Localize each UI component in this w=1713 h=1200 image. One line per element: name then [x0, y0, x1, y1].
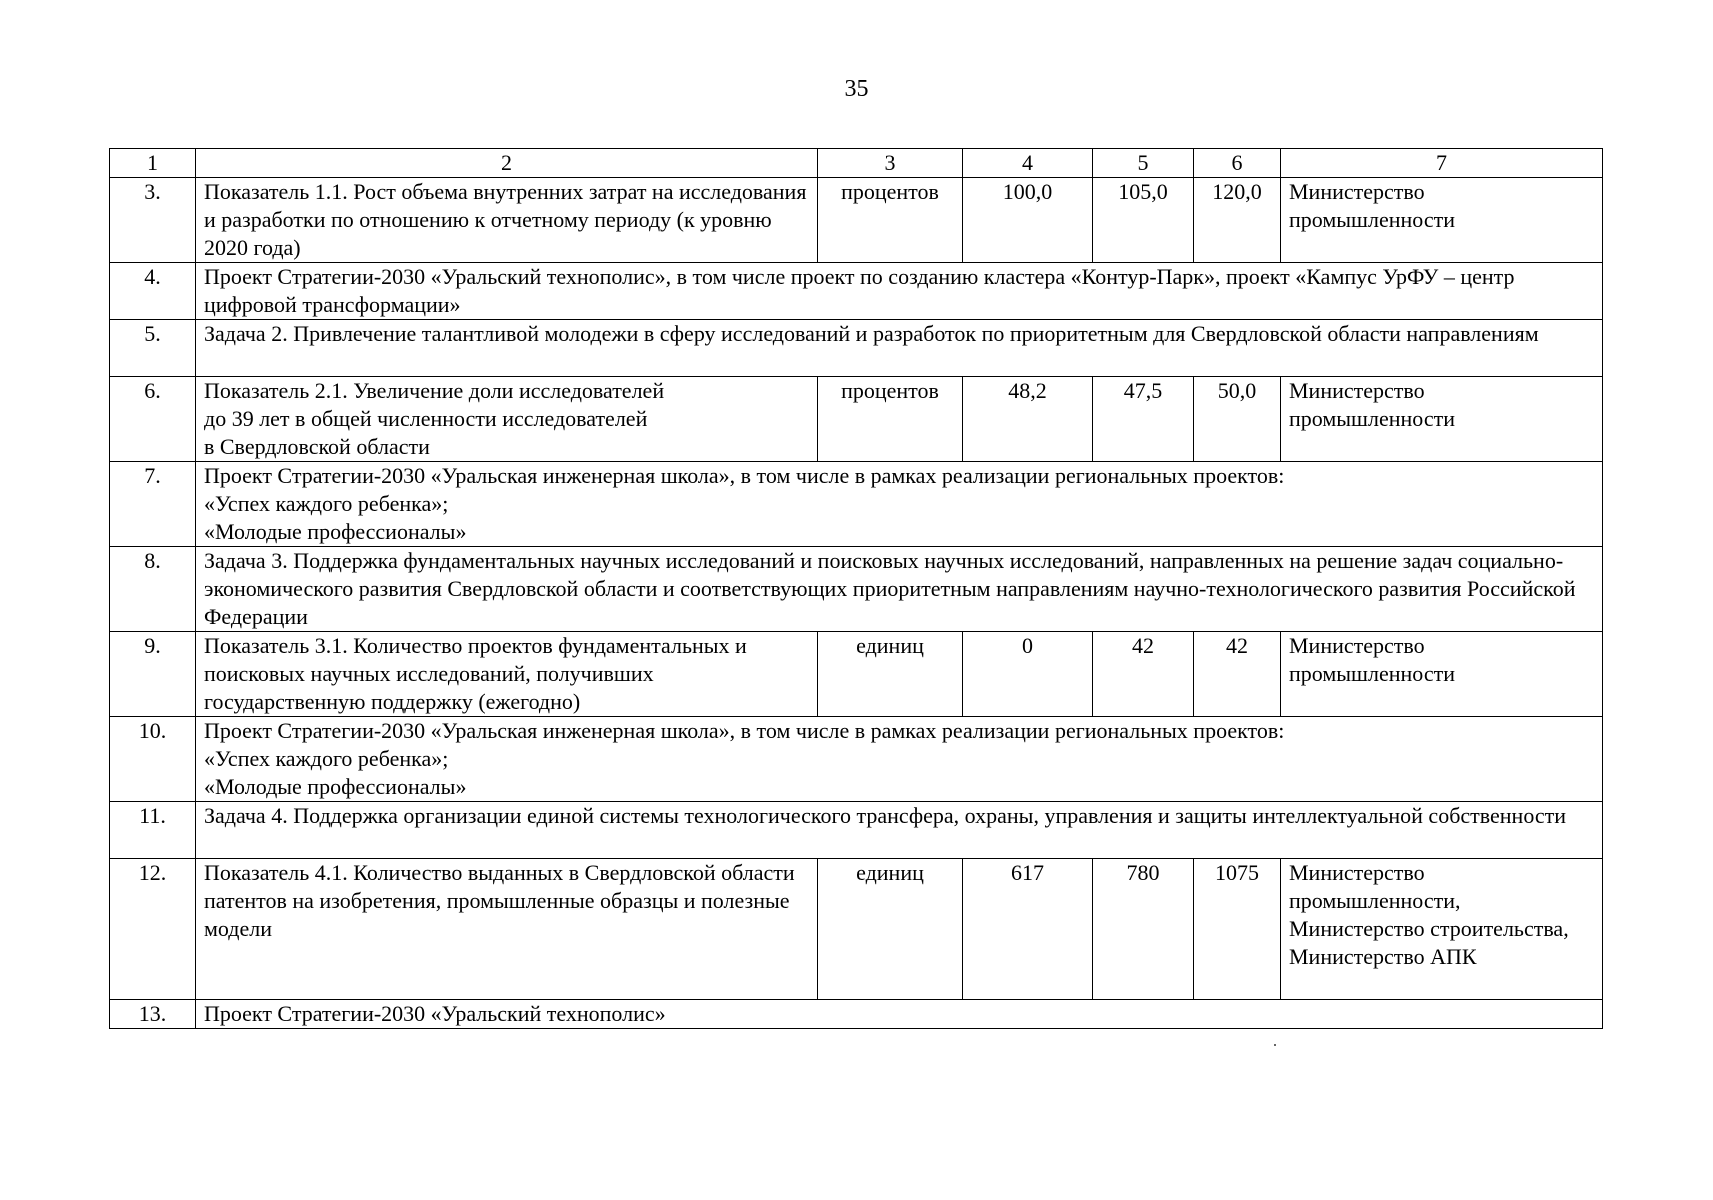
value-col6: 42 [1194, 632, 1281, 717]
row-number: 7. [110, 462, 196, 547]
responsible-cell [1281, 859, 1603, 1000]
column-header: 3 [818, 149, 963, 178]
text-line: Министерство промышленности, [1289, 860, 1461, 913]
value-col4: 48,2 [963, 377, 1093, 462]
table-row [110, 320, 1603, 377]
responsible-cell: Министерство промышленности [1281, 377, 1603, 462]
text-line: «Успех каждого ребенка»; [204, 491, 449, 516]
task-text: Задача 2. Привлечение талантливой молодежи в сферу исследований и разработок по приоритетным для Свердловской области направлениям [196, 320, 1603, 377]
page-number: 35 [844, 76, 869, 102]
table-row [110, 717, 1603, 802]
text-line: Министерство строительства, [1289, 916, 1569, 941]
column-header: 4 [963, 149, 1093, 178]
table-row [110, 178, 1603, 263]
table-row [110, 462, 1603, 547]
value-col5: 42 [1093, 632, 1194, 717]
row-number: 6. [110, 377, 196, 462]
text-line: Проект Стратегии-2030 «Уральская инженерная школа», в том числе в рамках реализации региональных проектов: [204, 718, 1285, 743]
table-header-row [110, 149, 1603, 178]
text-line: Министерство АПК [1289, 944, 1477, 969]
text-line: в Свердловской области [204, 434, 430, 459]
unit-cell: процентов [818, 377, 963, 462]
value-col5: 780 [1093, 859, 1194, 1000]
text-line: «Молодые профессионалы» [204, 774, 467, 799]
text-line: «Успех каждого ребенка»; [204, 746, 449, 771]
row-number: 13. [110, 1000, 196, 1029]
row-number: 5. [110, 320, 196, 377]
table-row [110, 1000, 1603, 1029]
project-text: Проект Стратегии-2030 «Уральский технополис» [196, 1000, 1603, 1029]
row-number: 3. [110, 178, 196, 263]
row-number: 11. [110, 802, 196, 859]
project-text: Проект Стратегии-2030 «Уральский технополис», в том числе проект по созданию кластера «Контур-Парк», проект «Кампус УрФУ – центр цифровой трансформации» [196, 263, 1603, 320]
value-col5: 105,0 [1093, 178, 1194, 263]
column-header: 1 [110, 149, 196, 178]
value-col6: 1075 [1194, 859, 1281, 1000]
value-col6: 50,0 [1194, 377, 1281, 462]
table-row [110, 377, 1603, 462]
table-row [110, 859, 1603, 1000]
indicator-text: Показатель 3.1. Количество проектов фундаментальных и поисковых научных исследований, получивших государственную поддержку (ежегодно) [196, 632, 818, 717]
indicator-text: Показатель 4.1. Количество выданных в Свердловской области патентов на изобретения, промышленные образцы и полезные модели [196, 859, 818, 1000]
table-row [110, 547, 1603, 632]
row-number: 4. [110, 263, 196, 320]
row-number: 8. [110, 547, 196, 632]
value-col4: 617 [963, 859, 1093, 1000]
task-text: Задача 4. Поддержка организации единой системы технологического трансфера, охраны, управления и защиты интеллектуальной собственности [196, 802, 1603, 859]
value-col5: 47,5 [1093, 377, 1194, 462]
table-row [110, 263, 1603, 320]
text-line: до 39 лет в общей численности исследователей [204, 406, 648, 431]
project-text [196, 717, 1603, 802]
responsible-cell: Министерство промышленности [1281, 178, 1603, 263]
table-row [110, 802, 1603, 859]
row-number: 12. [110, 859, 196, 1000]
indicator-text: Показатель 1.1. Рост объема внутренних затрат на исследования и разработки по отношению к отчетному периоду (к уровню 2020 года) [196, 178, 818, 263]
indicators-table [109, 148, 1603, 1029]
text-line: «Молодые профессионалы» [204, 519, 467, 544]
value-col4: 100,0 [963, 178, 1093, 263]
column-header: 6 [1194, 149, 1281, 178]
responsible-cell: Министерство промышленности [1281, 632, 1603, 717]
value-col4: 0 [963, 632, 1093, 717]
unit-cell: единиц [818, 632, 963, 717]
task-text: Задача 3. Поддержка фундаментальных научных исследований и поисковых научных исследований, направленных на решение задач социально-экономического развития Свердловской области и соответствующих приоритетным направлениям научно-технологического развития Российской Федерации [196, 547, 1603, 632]
scan-speck [1274, 1044, 1276, 1046]
value-col6: 120,0 [1194, 178, 1281, 263]
column-header: 2 [196, 149, 818, 178]
indicator-text [196, 377, 818, 462]
row-number: 9. [110, 632, 196, 717]
column-header: 7 [1281, 149, 1603, 178]
project-text [196, 462, 1603, 547]
text-line: Проект Стратегии-2030 «Уральская инженерная школа», в том числе в рамках реализации региональных проектов: [204, 463, 1285, 488]
row-number: 10. [110, 717, 196, 802]
text-line: Показатель 2.1. Увеличение доли исследователей [204, 378, 665, 403]
unit-cell: процентов [818, 178, 963, 263]
column-header: 5 [1093, 149, 1194, 178]
unit-cell: единиц [818, 859, 963, 1000]
table-row [110, 632, 1603, 717]
